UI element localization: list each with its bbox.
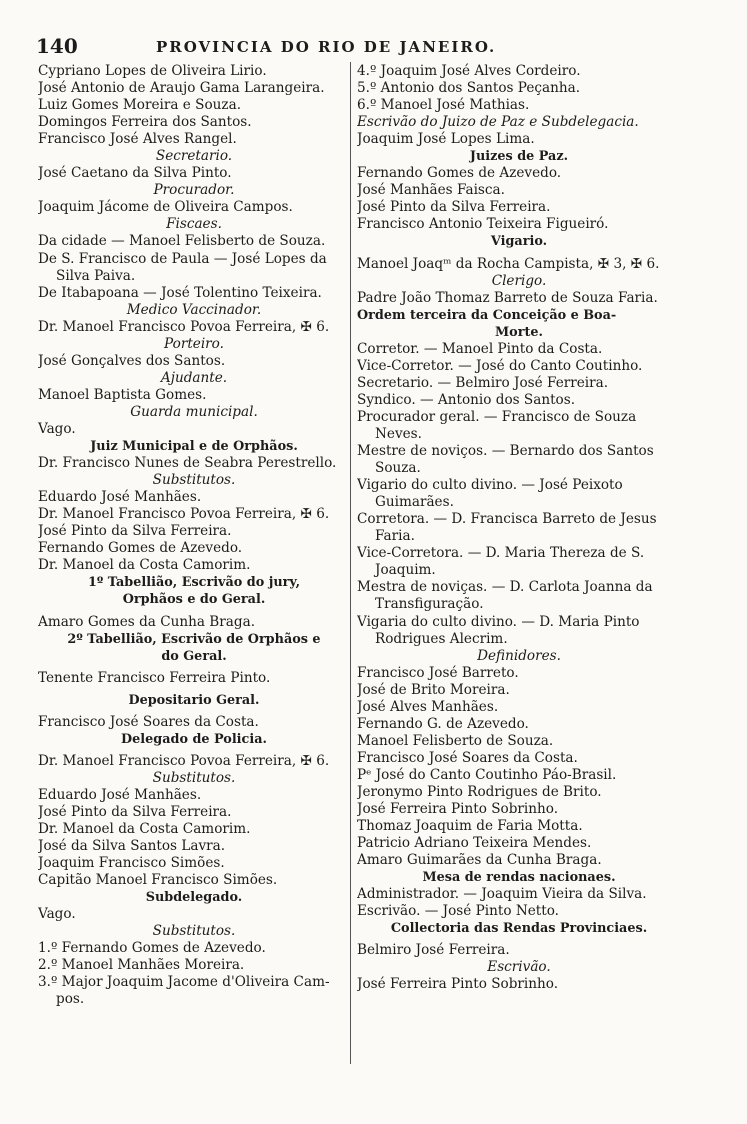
entry-continuation: Neves. [375, 425, 422, 442]
section-heading: Collectoria das Rendas Provinciaes. [390, 921, 648, 937]
entry-line: Belmiro José Ferreira. [357, 942, 510, 959]
entry-line: Dr. Manoel Francisco Povoa Ferreira, ✠ 6. [38, 318, 330, 335]
entry-line: Joaquim Francisco Simões. [38, 855, 225, 872]
entry-line: Tenente Francisco Ferreira Pinto. [38, 669, 271, 686]
entry-line: Administrador. — Joaquim Vieira da Silva. [357, 886, 647, 903]
entry-line: 3.º Major Joaquim Jacome d'Oliveira Cam- [38, 974, 330, 991]
entry-line: Domingos Ferreira dos Santos. [38, 114, 252, 131]
entry-line: José Pinto da Silva Ferreira. [38, 803, 232, 820]
entry-line: Francisco José Soares da Costa. [357, 749, 578, 766]
entry-line: Fernando Gomes de Azevedo. [38, 540, 243, 557]
entry-line: 2.º Manoel Manhães Moreira. [38, 957, 245, 974]
entry-line: Vice-Corretora. — D. Maria Thereza de S. [357, 545, 645, 562]
entry-line: Eduardo José Manhães. [38, 786, 202, 803]
section-heading: Juizes de Paz. [469, 149, 569, 165]
section-heading: Orphãos e do Geral. [122, 592, 266, 608]
entry-line: Manoel Felisberto de Souza. [357, 732, 554, 749]
entry-line: Vago. [38, 420, 76, 437]
entry-continuation: Souza. [375, 460, 421, 477]
section-subheading: Escrivão do Juizo de Paz e Subdelegacia. [357, 114, 639, 131]
left-column [38, 63, 350, 1009]
page-number: 140 [36, 34, 78, 58]
section-subheading: Clerigo. [491, 272, 547, 289]
section-subheading: Secretario. [155, 148, 233, 165]
section-heading: 2º Tabellião, Escrivão de Orphãos e [67, 631, 321, 647]
right-column [357, 63, 681, 994]
entry-line: Manoel Joaqᵐ da Rocha Campista, ✠ 3, ✠ 6. [357, 255, 660, 272]
entry-line: José Antonio de Araujo Gama Larangeira. [38, 80, 325, 97]
section-heading: Mesa de rendas nacionaes. [422, 870, 616, 886]
entry-line: Cypriano Lopes de Oliveira Lirio. [38, 63, 267, 79]
entry-line: 5.º Antonio dos Santos Peçanha. [357, 80, 581, 97]
entry-line: Procurador geral. — Francisco de Souza [357, 408, 637, 425]
entry-line: Mestre de noviços. — Bernardo dos Santos [357, 443, 654, 460]
entry-line: Vago. [38, 906, 76, 923]
section-subheading: Definidores. [477, 647, 561, 664]
section-heading: Delegado de Policia. [121, 731, 267, 747]
entry-line: 6.º Manoel José Mathias. [357, 97, 530, 114]
entry-line: Luiz Gomes Moreira e Souza. [38, 97, 242, 114]
entry-line: 1.º Fernando Gomes de Azevedo. [38, 940, 266, 957]
entry-line: Francisco José Soares da Costa. [38, 713, 259, 730]
column-divider [350, 62, 351, 1064]
entry-line: José da Silva Santos Lavra. [38, 838, 226, 855]
section-heading: do Geral. [161, 648, 227, 664]
section-subheading: Fiscaes. [166, 216, 222, 233]
entry-continuation: Guimarães. [375, 494, 454, 511]
entry-line: José Pinto da Silva Ferreira. [38, 523, 232, 540]
entry-line: Joaquim José Lopes Lima. [357, 131, 535, 148]
entry-line: José de Brito Moreira. [357, 681, 510, 698]
entry-line: Escrivão. — José Pinto Netto. [357, 903, 559, 920]
section-heading: Vigario. [490, 234, 548, 250]
entry-line: Francisco José Barreto. [357, 664, 519, 681]
entry-line: De Itabapoana — José Tolentino Teixeira. [38, 284, 322, 301]
entry-line: José Ferreira Pinto Sobrinho. [357, 976, 559, 993]
entry-line: Vigario do culto divino. — José Peixoto [357, 477, 623, 494]
entry-line: 4.º Joaquim José Alves Cordeiro. [357, 63, 581, 79]
entry-line: Corretor. — Manoel Pinto da Costa. [357, 340, 603, 357]
entry-continuation: Faria. [375, 528, 415, 545]
entry-line: Dr. Manoel da Costa Camorim. [38, 821, 251, 838]
section-heading: Subdelegado. [145, 890, 243, 906]
entry-line: José Ferreira Pinto Sobrinho. [357, 801, 559, 818]
entry-line: Vigaria do culto divino. — D. Maria Pinto [357, 613, 640, 630]
entry-line: José Pinto da Silva Ferreira. [357, 199, 551, 216]
entry-line: Dr. Francisco Nunes de Seabra Perestrello. [38, 455, 337, 472]
section-subheading: Ajudante. [160, 369, 228, 386]
entry-line: Secretario. — Belmiro José Ferreira. [357, 374, 609, 391]
entry-line: Vice-Corretor. — José do Canto Coutinho. [357, 357, 643, 374]
entry-line: Padre João Thomaz Barreto de Souza Faria. [357, 289, 658, 306]
section-heading: Ordem terceira da Conceição e Boa- [357, 307, 617, 323]
section-subheading: Substitutos. [152, 769, 236, 786]
entry-line: Amaro Gomes da Cunha Braga. [38, 613, 256, 630]
entry-line: Mestra de noviças. — D. Carlota Joanna da [357, 579, 653, 596]
running-title: PROVINCIA DO RIO DE JANEIRO. [156, 38, 497, 56]
entry-line: Amaro Guimarães da Cunha Braga. [357, 852, 602, 869]
entry-line: Dr. Manoel Francisco Povoa Ferreira, ✠ 6. [38, 752, 330, 769]
section-subheading: Procurador. [153, 182, 235, 199]
entry-line: José Gonçalves dos Santos. [38, 352, 226, 369]
entry-line: Corretora. — D. Francisca Barreto de Jesus [357, 511, 657, 528]
section-subheading: Substitutos. [152, 923, 236, 940]
entry-continuation: Rodrigues Alecrim. [375, 630, 508, 647]
entry-line: José Caetano da Silva Pinto. [38, 165, 232, 182]
entry-continuation: pos. [56, 991, 85, 1008]
section-subheading: Substitutos. [152, 472, 236, 489]
entry-line: José Manhães Faisca. [357, 182, 505, 199]
entry-line: Dr. Manoel da Costa Camorim. [38, 557, 251, 574]
entry-line: Francisco José Alves Rangel. [38, 131, 237, 148]
section-subheading: Escrivão. [487, 959, 551, 976]
entry-continuation: Transfiguração. [375, 596, 484, 613]
entry-line: Jeronymo Pinto Rodrigues de Brito. [357, 783, 602, 800]
section-heading: Depositario Geral. [128, 692, 260, 708]
entry-line: De S. Francisco de Paula — José Lopes da [38, 250, 327, 267]
entry-continuation: Silva Paiva. [56, 267, 136, 284]
entry-line: Thomaz Joaquim de Faria Motta. [357, 818, 583, 835]
section-heading: 1º Tabellião, Escrivão do jury, [87, 575, 301, 591]
entry-continuation: Joaquim. [375, 562, 436, 579]
section-heading: Morte. [495, 324, 543, 340]
entry-line: Patricio Adriano Teixeira Mendes. [357, 835, 592, 852]
entry-line: Da cidade — Manoel Felisberto de Souza. [38, 233, 326, 250]
entry-line: Manoel Baptista Gomes. [38, 386, 207, 403]
entry-line: Dr. Manoel Francisco Povoa Ferreira, ✠ 6. [38, 506, 330, 523]
page-header [36, 34, 716, 60]
entry-line: Fernando Gomes de Azevedo. [357, 165, 562, 182]
entry-line: Eduardo José Manhães. [38, 489, 202, 506]
entry-line: Pᵉ José do Canto Coutinho Páo-Brasil. [357, 766, 617, 783]
entry-line: José Alves Manhães. [357, 698, 499, 715]
entry-line: Joaquim Jácome de Oliveira Campos. [38, 199, 293, 216]
entry-line: Francisco Antonio Teixeira Figueiró. [357, 216, 609, 233]
section-subheading: Guarda municipal. [130, 403, 258, 420]
section-subheading: Medico Vaccinador. [126, 301, 262, 318]
entry-line: Fernando G. de Azevedo. [357, 715, 529, 732]
entry-line: Capitão Manoel Francisco Simões. [38, 872, 278, 889]
section-heading: Juiz Municipal e de Orphãos. [90, 439, 298, 455]
entry-line: Syndico. — Antonio dos Santos. [357, 391, 576, 408]
section-subheading: Porteiro. [164, 335, 224, 352]
